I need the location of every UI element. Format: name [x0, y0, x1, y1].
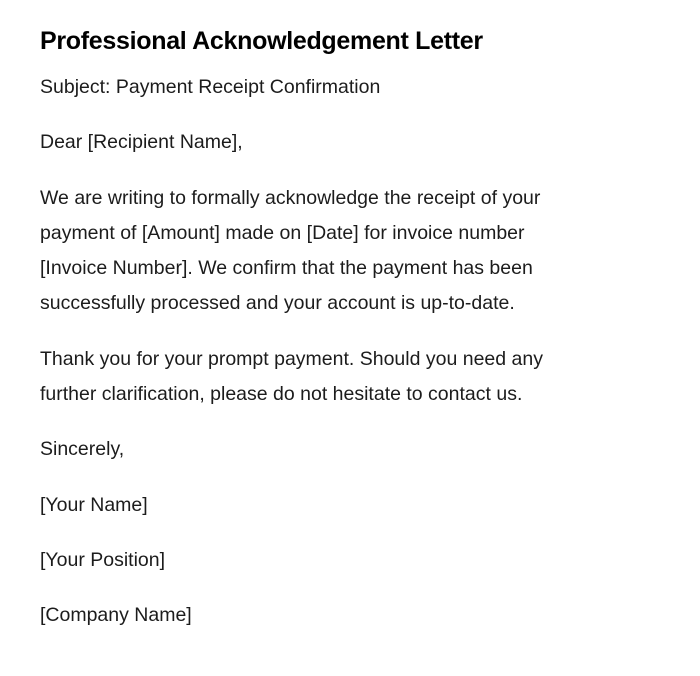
body-line: We are writing to formally acknowledge the receipt of your: [40, 186, 541, 209]
body-line: successfully processed and your account is up-to-date.: [40, 292, 515, 315]
signature-position: [Your Position]: [40, 548, 166, 571]
body-line: payment of [Amount] made on [Date] for invoice number: [40, 221, 525, 244]
letter-body-paragraph-2: [40, 342, 640, 413]
letter-closing: Sincerely,: [40, 438, 125, 461]
body-line: [Invoice Number]. We confirm that the payment has been: [40, 257, 533, 280]
letter-body-paragraph-1: [40, 181, 640, 322]
letter-subject: Subject: Payment Receipt Confirmation: [40, 76, 381, 98]
body-line: further clarification, please do not hesitate to contact us.: [40, 383, 523, 406]
letter: [40, 24, 640, 654]
signature-name: [Your Name]: [40, 493, 148, 516]
body-line: Thank you for your prompt payment. Should you need any: [40, 347, 543, 370]
letter-title: Professional Acknowledgement Letter: [40, 27, 483, 55]
letter-salutation: Dear [Recipient Name],: [40, 131, 243, 154]
signature-company: [Company Name]: [40, 604, 192, 627]
